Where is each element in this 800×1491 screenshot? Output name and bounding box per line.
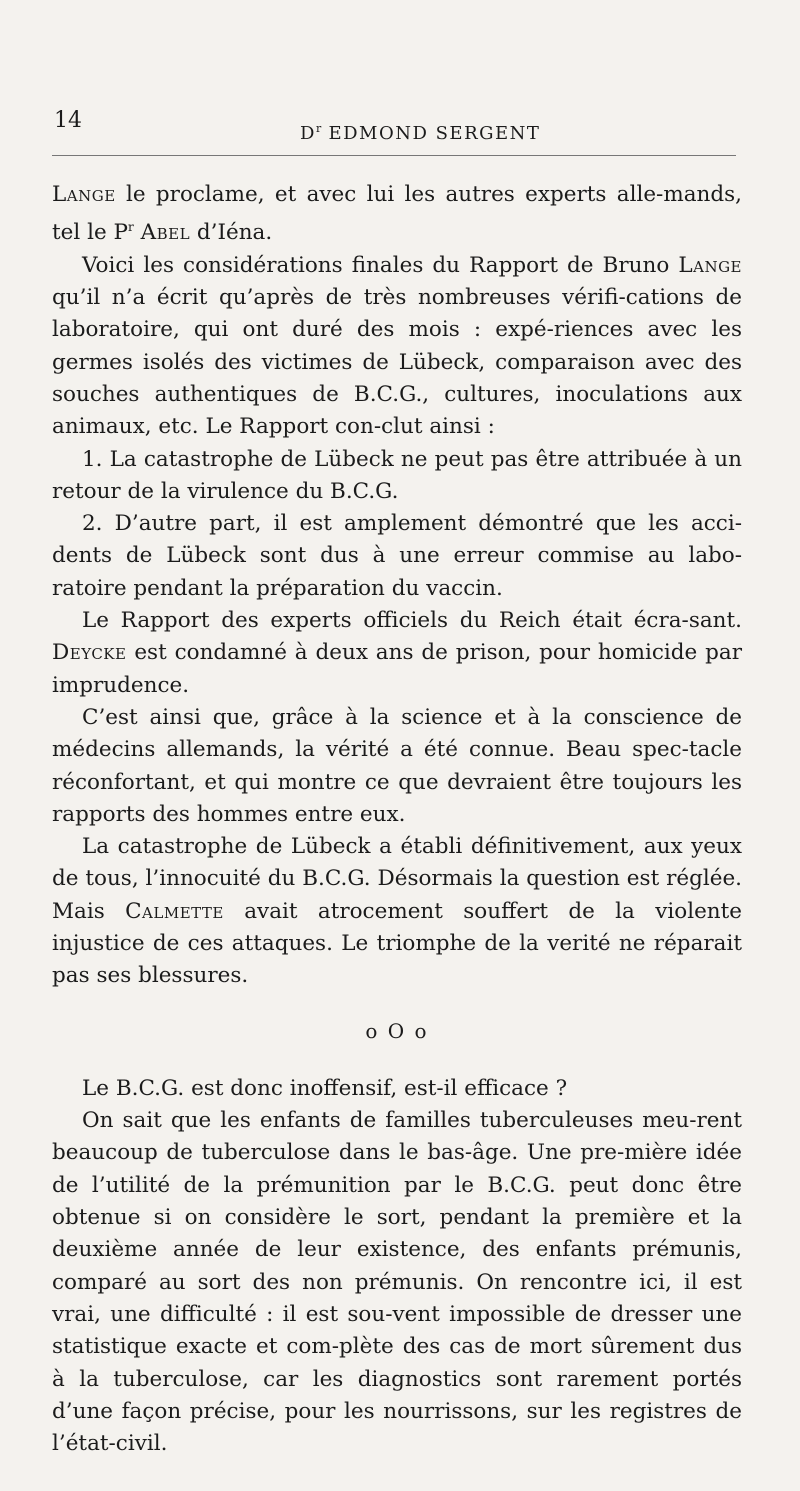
paragraph-8: Le B.C.G. est donc inoffensif, est-il efficace ? [82, 1075, 568, 1101]
author-ref-lange: Lange [52, 182, 116, 207]
section-separator: o O o [365, 1018, 429, 1043]
conclusion-item-2: 2. D’autre part, il est amplement démontré que les acci-dents de Lübeck sont dus à une erreur commise au labo-ratoire pendant la préparation du vaccin. [52, 511, 742, 601]
paragraph-5 [52, 605, 742, 702]
professor-sup: r [127, 220, 134, 235]
paragraph-2-text: qu’il n’a écrit qu’après de très nombreuses vérifi-cations de laboratoire, qui ont duré des mois : expé-riences avec les germes isolés des victimes de Lübeck, comparaison avec des souches authentiques de B.C.G., cultures, inoculations aux animaux, etc. Le Rapport con-clut ainsi : [52, 285, 742, 440]
paragraph-9: On sait que les enfants de familles tuberculeuses meu-rent beaucoup de tuberculose dans le bas-âge. Une pre-mière idée de l’utilité de la prémunition par le B.C.G. peut donc être obtenue si on considère le sort, pendant la première et la deuxième année de leur existence, des enfants prémunis, comparé au sort des non prémunis. On rencontre ici, il est vrai, une difficulté : il est sou-vent impossible de dresser une statistique exacte et com-plète des cas de mort sûrement dus à la tuberculose, car les diagnostics sont rarement portés d’une façon précise, pour les nourrissons, sur les registres de l’état-civil. [52, 1108, 742, 1457]
page-number: 14 [54, 108, 82, 133]
paragraph-2 [52, 250, 742, 444]
paragraph-1-end: d’Iéna. [190, 220, 273, 246]
author-prefix: D [300, 123, 316, 144]
paragraph-7-text: avait atrocement souffert de la violente injustice de ces attaques. Le triomphe de la verité ne réparait pas ses blessures. [52, 898, 743, 989]
author-ref-abel: Abel [140, 220, 191, 246]
author-ref-calmette: Calmette [125, 898, 224, 924]
paragraph-1 [52, 179, 742, 250]
conclusion-item-1: 1. La catastrophe de Lübeck ne peut pas être attribuée à un retour de la virulence du B.C.G. [52, 446, 742, 504]
author-ref-lange-2: Lange [678, 252, 742, 278]
paragraph-5-text: est condamné à deux ans de prison, pour homicide par imprudence. [52, 640, 742, 698]
paragraph-1-space [134, 220, 141, 245]
author-name: EDMOND SERGENT [328, 123, 541, 144]
header-rule [52, 155, 736, 156]
paragraph-2-start: Voici les considérations finales du Rapport de Bruno [82, 252, 679, 278]
body-text [52, 179, 742, 1460]
paragraph-6: C’est ainsi que, grâce à la science et à la conscience de médecins allemands, la vérité a été connue. Beau spec-tacle réconfortant, et qui montre ce que devraient être toujours les rapports des hommes entre eux. [52, 704, 742, 827]
paragraph-1-text: le proclame, et avec lui les autres experts alle-mands, tel le P [52, 182, 742, 246]
author-ref-deycke: Deycke [52, 640, 127, 666]
paragraph-5-start: Le Rapport des experts officiels du Reich était écra-sant. [82, 608, 742, 634]
paragraph-7 [52, 831, 742, 992]
paragraph-7-start: La catastrophe de Lübeck a établi définitivement, aux yeux de tous, l’innocuité du B.C.G. Désormais la question est réglée. Mais [52, 834, 742, 924]
author-prefix-sup: r [315, 122, 322, 135]
running-head [300, 122, 540, 144]
